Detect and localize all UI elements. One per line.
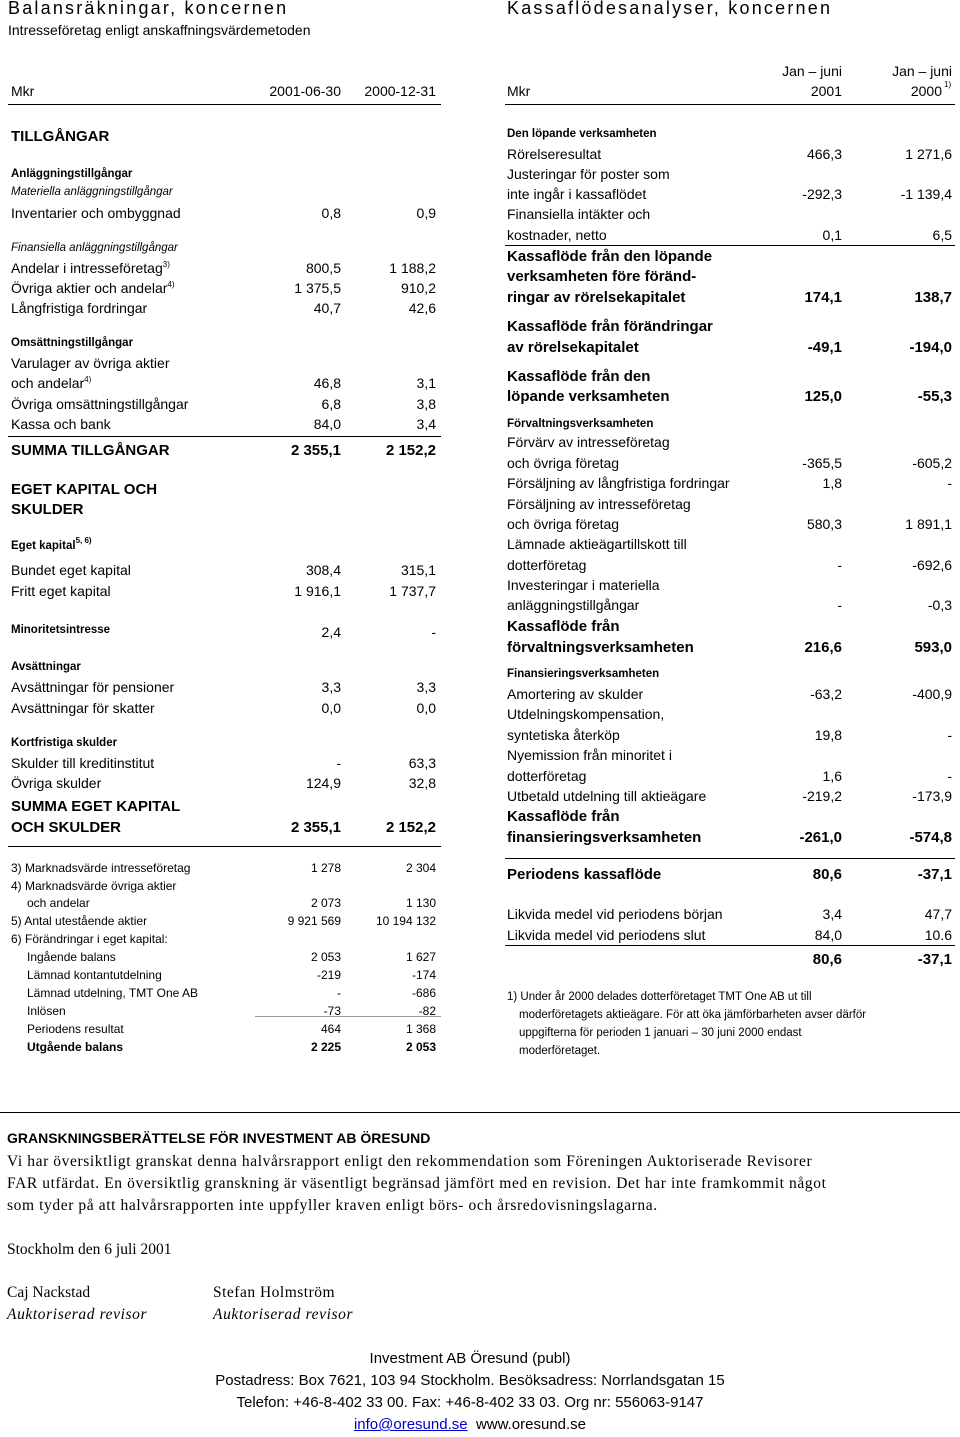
footnote-label: och andelar (27, 896, 90, 910)
right-row-value-2000: 6,5 (932, 227, 952, 243)
cashflow-title: Kassaflödesanalyser, koncernen (507, 0, 833, 18)
footnote-label: Inlösen (27, 1004, 66, 1018)
right-row-label: Utbetald utdelning till aktieägare (507, 788, 707, 804)
balance-sheet-title: Balansräkningar, koncernen (8, 0, 289, 18)
left-row-label: Finansiella anläggningstillgångar (11, 242, 178, 254)
right-row-label: Kassaflöde från (507, 618, 620, 635)
right-row-label: Försäljning av långfristiga fordringar (507, 475, 730, 491)
left-row-value-2000: 3,1 (416, 375, 436, 391)
left-col1-header: 2001-06-30 (269, 83, 341, 99)
right-row-value-2000: -574,8 (909, 829, 952, 846)
footnote-value-2000: 2 304 (405, 861, 436, 875)
left-row-value-2000: 3,8 (416, 396, 436, 412)
right-header-rule (505, 104, 955, 105)
footnote-value-2001: 2 225 (310, 1040, 341, 1054)
left-row-label: SUMMA EGET KAPITAL (11, 798, 181, 815)
left-row-label: Materiella anläggningstillgångar (11, 186, 173, 198)
audit-line-2: FAR utfärdat. En översiktlig granskning är väsentligt begränsad jämfört med en revision. Det har inte framkommit något (7, 1175, 827, 1192)
footer-web[interactable]: www.oresund.se (475, 1416, 587, 1433)
left-row-label: SUMMA TILLGÅNGAR (11, 442, 170, 459)
footnote-label: 3) Marknadsvärde intresseföretag (11, 861, 191, 875)
left-row-label: Kortfristiga skulder (11, 737, 118, 749)
footnote-label: Periodens resultat (27, 1022, 124, 1036)
footnote-value-2001: -219 (316, 968, 341, 982)
audit-place-date: Stockholm den 6 juli 2001 (7, 1241, 172, 1258)
left-row-label: Fritt eget kapital (11, 583, 111, 599)
right-row-label: anläggningstillgångar (507, 597, 640, 613)
right-row-label: inte ingår i kassaflödet (507, 186, 647, 202)
footnote-value-2001: 2 073 (310, 896, 341, 910)
signer1-name: Caj Nackstad (7, 1284, 91, 1301)
right-row-value-2001: 80,6 (812, 866, 842, 883)
left-row-label: Avsättningar för skatter (11, 700, 155, 716)
left-row-value-2000: 1 737,7 (389, 583, 436, 599)
left-row-label: Andelar i intresseföretag$^{3)}$ (11, 260, 170, 276)
right-row-value-2001: -219,2 (802, 788, 842, 804)
cashflow-footnote-line: moderföretaget. (519, 1045, 601, 1057)
right-row-value-2001: -365,5 (802, 455, 842, 471)
right-row-value-2000: 47,7 (924, 906, 952, 922)
right-row-value-2001: 125,0 (804, 388, 842, 405)
right-row-value-2000: -55,3 (917, 388, 952, 405)
left-row-value-2000: 2 152,2 (385, 819, 436, 836)
footnote-value-2001: 2 053 (310, 950, 341, 964)
right-row-label: löpande verksamheten (507, 388, 670, 405)
right-row-label: Likvida medel vid periodens slut (507, 927, 706, 943)
left-row-label: Varulager av övriga aktier (11, 355, 170, 371)
right-row-value-2001: 580,3 (806, 516, 842, 532)
left-row-value-2001: 84,0 (313, 416, 341, 432)
right-row-value-2001: 174,1 (804, 289, 842, 306)
right-row-value-2000: -0,3 (927, 597, 952, 613)
left-row-label: Anläggningstillgångar (11, 168, 133, 180)
left-row-value-2001: 2 355,1 (290, 819, 341, 836)
right-col2-header-sup: 1) (944, 80, 952, 89)
footer-phone: Telefon: +46-8-402 33 00. Fax: +46-8-402 33 03. Org nr: 556063-9147 (236, 1394, 704, 1411)
left-row-label: TILLGÅNGAR (11, 128, 110, 145)
left-header-rule (8, 104, 441, 105)
balance-sheet-subtitle: Intresseföretag enligt anskaffningsvärdemetoden (8, 22, 311, 38)
footnote-value-2000: -174 (411, 968, 436, 982)
left-row-label: Kassa och bank (11, 416, 111, 432)
right-row-value-2001: 19,8 (814, 727, 842, 743)
right-row-value-2000: 1 891,1 (905, 516, 952, 532)
left-row-value-2001: 0,0 (321, 700, 341, 716)
footnote-label: Utgående balans (27, 1040, 124, 1054)
right-row-label: verksamheten före föränd- (507, 268, 697, 285)
left-row-value-2000: 3,4 (416, 416, 436, 432)
left-row-value-2000: 1 188,2 (389, 260, 436, 276)
right-row-label: Rörelseresultat (507, 146, 602, 162)
audit-heading: GRANSKNINGSBERÄTTELSE FÖR INVESTMENT AB ÖRESUND (7, 1130, 431, 1146)
right-row-value-2001: -63,2 (810, 686, 842, 702)
right-row-label: kostnader, netto (507, 227, 607, 243)
footnote-value-2000: 2 053 (405, 1040, 436, 1054)
left-row-value-2000: 63,3 (408, 755, 436, 771)
signer2-name: Stefan Holmström (213, 1284, 336, 1301)
right-row-value-2000: -37,1 (917, 866, 952, 883)
right-row-value-2001: 466,3 (806, 146, 842, 162)
right-row-value-2000: - (947, 768, 952, 784)
audit-line-3: som tyder på att halvårsrapporten inte uppfyller kraven enligt börs- och årsredovisningslagarna. (7, 1197, 658, 1214)
right-row-value-2000: -173,9 (912, 788, 952, 804)
footnote-label: 4) Marknadsvärde övriga aktier (11, 879, 177, 893)
right-row-value-2001: -292,3 (802, 186, 842, 202)
right-row-label: och övriga företag (507, 455, 620, 471)
right-row-label: Finansiella intäkter och (507, 206, 651, 222)
right-row-value-2000: 1 271,6 (905, 146, 952, 162)
cashflow-footnote-line: uppgifterna för perioden 1 januari – 30 juni 2000 endast (519, 1027, 802, 1039)
cashflow-footnote-line: 1) Under år 2000 delades dotterföretaget TMT One AB ut till (507, 991, 812, 1003)
left-row-value-2001: - (336, 755, 341, 771)
right-row-value-2000: - (947, 727, 952, 743)
right-row-label: Amortering av skulder (507, 686, 644, 702)
right-row-label: ringar av rörelsekapitalet (507, 289, 686, 306)
right-row-label: av rörelsekapitalet (507, 339, 639, 356)
right-rule (505, 945, 955, 946)
left-row-label: OCH SKULDER (11, 819, 122, 836)
footer-address: Postadress: Box 7621, 103 94 Stockholm. Besöksadress: Norrlandsgatan 15 (215, 1372, 725, 1389)
footnote-label: Lämnad kontantutdelning (27, 968, 162, 982)
left-row-value-2000: 2 152,2 (385, 442, 436, 459)
left-col-unit: Mkr (11, 83, 35, 99)
right-row-label: finansieringsverksamheten (507, 829, 702, 846)
right-row-value-2000: 138,7 (914, 289, 952, 306)
footnote-value-2000: 1 627 (405, 950, 436, 964)
right-row-label: Likvida medel vid periodens början (507, 906, 723, 922)
footnote-value-2000: 1 130 (405, 896, 436, 910)
right-row-label: Lämnade aktieägartillskott till (507, 536, 687, 552)
footnote-value-2000: -686 (411, 986, 436, 1000)
right-row-label: förvaltningsverksamheten (507, 639, 694, 656)
left-row-label: Avsättningar (11, 661, 81, 673)
cashflow-footnote-line: moderföretagets aktieägare. För att öka jämförbarheten avser därför (519, 1009, 867, 1021)
right-row-value-2001: -261,0 (799, 829, 842, 846)
left-row-value-2001: 0,8 (321, 205, 341, 221)
left-row-label: EGET KAPITAL OCH (11, 481, 158, 498)
right-row-value-2001: 1,8 (822, 475, 842, 491)
left-rule (8, 436, 441, 437)
footnote-value-2000: 1 368 (405, 1022, 436, 1036)
left-row-value-2000: 0,0 (416, 700, 436, 716)
right-row-value-2000: - (947, 475, 952, 491)
audit-top-rule (0, 1112, 960, 1113)
right-row-label: Nyemission från minoritet i (507, 747, 672, 763)
footnote-value-2001: 1 278 (310, 861, 341, 875)
right-row-value-2000: -692,6 (912, 557, 952, 573)
right-col2-period: Jan – juni (892, 63, 952, 79)
left-row-value-2001: 1 916,1 (294, 583, 341, 599)
right-row-label: och övriga företag (507, 516, 620, 532)
footnote-label: Lämnad utdelning, TMT One AB (27, 986, 198, 1000)
left-row-label: Övriga skulder (11, 775, 102, 791)
left-row-value-2001: 124,9 (305, 775, 341, 791)
left-row-label: och andelar$^{4)}$ (11, 375, 92, 391)
right-row-value-2001: - (837, 557, 842, 573)
right-row-value-2000: 593,0 (914, 639, 952, 656)
right-row-label: Investeringar i materiella (507, 577, 660, 593)
left-row-value-2001: 1 375,5 (294, 280, 341, 296)
right-rule (505, 858, 955, 859)
right-col1-header: 2001 (810, 83, 842, 99)
left-row-label: Övriga omsättningstillgångar (11, 396, 189, 412)
right-row-label: Försäljning av intresseföretag (507, 496, 691, 512)
left-row-value-2001: 2,4 (321, 624, 341, 640)
footnote-value-2001: 9 921 569 (287, 914, 341, 928)
right-row-label: Den löpande verksamheten (507, 128, 657, 140)
left-row-value-2001: 800,5 (305, 260, 341, 276)
audit-line-1: Vi har översiktligt granskat denna halvårsrapport enligt den rekommendation som Föreningen Auktoriserade Revisorer (7, 1153, 813, 1170)
left-row-value-2001: 2 355,1 (290, 442, 341, 459)
right-row-value-2001: -49,1 (807, 339, 842, 356)
footnote-value-2000: 10 194 132 (375, 914, 436, 928)
right-rule (505, 245, 955, 246)
signer1-title: Auktoriserad revisor (7, 1306, 148, 1323)
right-col1-period: Jan – juni (782, 63, 842, 79)
right-row-value-2000: -194,0 (909, 339, 952, 356)
footer-company: Investment AB Öresund (publ) (369, 1350, 571, 1367)
right-row-value-2001: - (837, 597, 842, 613)
right-row-value-2001: 0,1 (822, 227, 842, 243)
right-row-value-2000: -400,9 (912, 686, 952, 702)
left-row-value-2000: 3,3 (416, 679, 436, 695)
right-row-value-2001: 80,6 (812, 951, 842, 968)
right-row-label: Utdelningskompensation, (507, 706, 665, 722)
right-row-label: Förvärv av intresseföretag (507, 434, 670, 450)
signer2-title: Auktoriserad revisor (213, 1306, 354, 1323)
footer-contact (0, 1416, 940, 1433)
footnote-label: Ingående balans (27, 950, 116, 964)
left-row-value-2001: 46,8 (313, 375, 341, 391)
left-row-value-2001: 6,8 (321, 396, 341, 412)
footnote-ref: 3) (162, 260, 170, 269)
right-row-value-2000: -37,1 (917, 951, 952, 968)
right-col-unit: Mkr (507, 83, 531, 99)
right-row-label: Finansieringsverksamheten (507, 668, 660, 680)
left-row-value-2000: 42,6 (408, 300, 436, 316)
footnote-value-2000: -82 (418, 1004, 436, 1018)
left-row-label: SKULDER (11, 501, 84, 518)
left-row-label: Omsättningstillgångar (11, 337, 134, 349)
right-row-value-2001: 84,0 (814, 927, 842, 943)
left-rule (8, 846, 441, 847)
right-row-label: Periodens kassaflöde (507, 866, 662, 883)
right-row-value-2000: -605,2 (912, 455, 952, 471)
right-row-value-2000: 10.6 (924, 927, 952, 943)
footnote-ref: 5, 6) (75, 536, 92, 545)
footnote-ref: 4) (167, 280, 175, 289)
left-row-label: Eget kapital$^{5, 6)}$ (11, 536, 92, 552)
right-row-label: dotterföretag (507, 768, 587, 784)
left-row-value-2000: 0,9 (416, 205, 436, 221)
footnote-value-2001: - (337, 986, 341, 1000)
right-row-value-2001: 216,6 (804, 639, 842, 656)
left-row-value-2000: - (431, 624, 436, 640)
footnote-label: 6) Förändringar i eget kapital: (11, 932, 168, 946)
left-row-label: Bundet eget kapital (11, 562, 131, 578)
right-row-label: Kassaflöde från (507, 808, 620, 825)
right-col2-header: 2000 (910, 83, 942, 99)
footer-email-link[interactable]: info@oresund.se (353, 1416, 468, 1433)
left-row-value-2001: 3,3 (321, 679, 341, 695)
left-row-value-2000: 910,2 (400, 280, 436, 296)
footnote-value-2001: -73 (323, 1004, 341, 1018)
right-row-value-2001: 1,6 (822, 768, 842, 784)
right-row-label: Förvaltningsverksamheten (507, 418, 654, 430)
left-row-label: Inventarier och ombyggnad (11, 205, 181, 221)
right-row-value-2001: 3,4 (822, 906, 842, 922)
right-row-label: Kassaflöde från den löpande (507, 248, 713, 265)
left-row-label: Skulder till kreditinstitut (11, 755, 155, 771)
left-row-label: Långfristiga fordringar (11, 300, 148, 316)
right-row-label: Kassaflöde från förändringar (507, 318, 713, 335)
left-row-label: Avsättningar för pensioner (11, 679, 175, 695)
left-row-value-2001: 40,7 (313, 300, 341, 316)
left-row-label: Minoritetsintresse (11, 624, 111, 636)
right-row-label: Kassaflöde från den (507, 368, 651, 385)
right-row-label: dotterföretag (507, 557, 587, 573)
right-row-label: Justeringar för poster som (507, 166, 670, 182)
left-row-value-2000: 315,1 (400, 562, 436, 578)
right-row-value-2000: -1 139,4 (900, 186, 952, 202)
footnote-value-2001: 464 (320, 1022, 341, 1036)
left-row-value-2000: 32,8 (408, 775, 436, 791)
left-col2-header: 2000-12-31 (364, 83, 436, 99)
right-row-label: syntetiska återköp (507, 727, 620, 743)
footnote-sum-rule (255, 1016, 441, 1017)
left-row-label: Övriga aktier och andelar$^{4)}$ (11, 280, 175, 296)
footnote-ref: 4) (84, 375, 92, 384)
footnote-label: 5) Antal utestående aktier (11, 914, 148, 928)
left-row-value-2001: 308,4 (305, 562, 341, 578)
